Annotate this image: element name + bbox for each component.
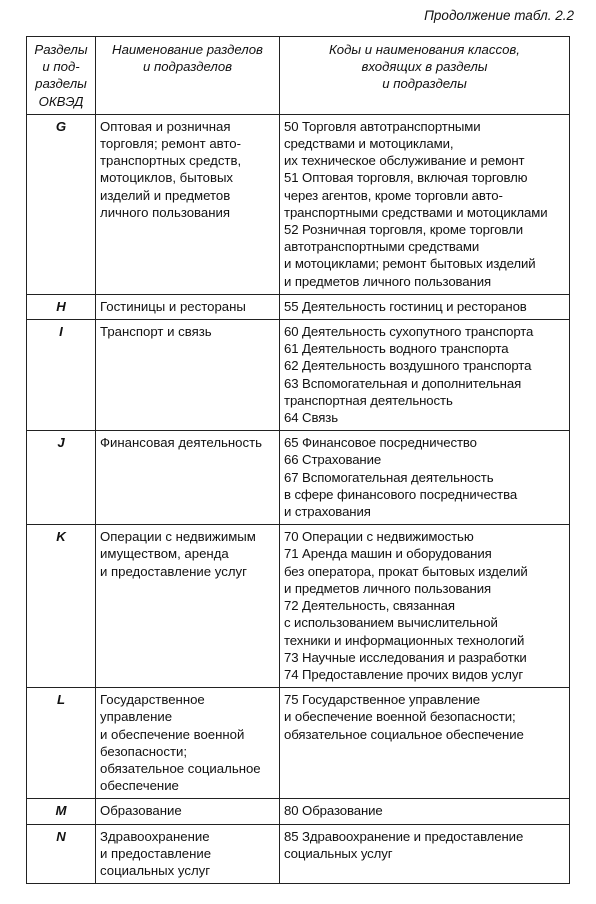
class-line: 61 Деятельность водного транспорта [284, 341, 509, 357]
section-name-line: и предоставление услуг [100, 563, 247, 579]
section-name [96, 525, 280, 688]
class-line: в сфере финансового посредничества [284, 486, 518, 502]
section-name-line: управление [100, 709, 173, 725]
class-line: 74 Предоставление прочих видов услуг [284, 666, 524, 682]
class-line: с использованием вычислительной [284, 615, 498, 631]
class-line: и обеспечение военной безопасности; [284, 709, 516, 725]
table-row [27, 799, 570, 824]
section-name-line: Образование [100, 803, 182, 819]
section-name-line: мотоциклов, бытовых [100, 170, 234, 186]
class-line: и страхования [284, 504, 371, 520]
header-line: входящих в разделы [361, 59, 488, 75]
section-name-line: Операции с недвижимым [100, 529, 256, 545]
section-name-line: Здравоохранение [100, 828, 210, 844]
section-code: L [27, 688, 96, 799]
class-line: и предметов личного пользования [284, 580, 492, 596]
section-name-line: изделий и предметов [100, 187, 231, 203]
class-line: 72 Деятельность, связанная [284, 598, 455, 614]
section-name-line: социальных услуг [100, 862, 211, 878]
class-line: транспортная деятельность [284, 392, 453, 408]
class-line: социальных услуг [284, 845, 393, 861]
section-name-line: обеспечение [100, 778, 179, 794]
table-row [27, 294, 570, 319]
table-row [27, 525, 570, 688]
class-list [280, 688, 570, 799]
section-code: I [27, 320, 96, 431]
section-name [96, 824, 280, 884]
section-name-line: транспортных средств, [100, 153, 242, 169]
class-line: 55 Деятельность гостиниц и ресторанов [284, 298, 527, 314]
header-line: и под- [42, 59, 80, 75]
table-row [27, 688, 570, 799]
class-line: 64 Связь [284, 410, 338, 426]
section-code: M [27, 799, 96, 824]
class-line: без оператора, прокат бытовых изделий [284, 563, 528, 579]
section-code: H [27, 294, 96, 319]
class-line: и мотоциклами; ремонт бытовых изделий [284, 256, 536, 272]
class-line: через агентов, кроме торговли авто- [284, 187, 503, 203]
section-name [96, 799, 280, 824]
section-name-line: обязательное социальное [100, 760, 261, 776]
section-name-line: Государственное [100, 692, 205, 708]
section-name-line: Финансовая деятельность [100, 435, 263, 451]
class-line: 85 Здравоохранение и предоставление [284, 828, 524, 844]
class-list [280, 824, 570, 884]
table-row [27, 320, 570, 431]
class-line: их техническое обслуживание и ремонт [284, 153, 525, 169]
section-name-line: Транспорт и связь [100, 324, 212, 340]
table-caption: Продолжение табл. 2.2 [424, 8, 574, 23]
table-body [27, 114, 570, 883]
section-name [96, 114, 280, 294]
header-line: Коды и наименования классов, [329, 42, 520, 57]
class-line: автотранспортными средствами [284, 239, 480, 255]
class-line: 73 Научные исследования и разработки [284, 649, 527, 665]
okved-table [26, 36, 570, 884]
class-line: 67 Вспомогательная деятельность [284, 469, 494, 485]
class-line: средствами и мотоциклами, [284, 136, 454, 152]
header-sections [27, 37, 96, 115]
table-row [27, 114, 570, 294]
section-name [96, 431, 280, 525]
class-line: транспортными средствами и мотоциклами [284, 204, 548, 220]
header-line: и подразделы [382, 76, 467, 92]
section-name-line: Гостиницы и рестораны [100, 298, 246, 314]
header-names [96, 37, 280, 115]
header-line: разделы [35, 76, 87, 92]
header-line: и подразделов [142, 59, 233, 75]
section-name-line: торговля; ремонт авто- [100, 136, 242, 152]
section-code: K [27, 525, 96, 688]
class-line: 70 Операции с недвижимостью [284, 529, 474, 545]
section-name-line: личного пользования [100, 204, 231, 220]
class-list [280, 799, 570, 824]
class-list [280, 320, 570, 431]
class-line: техники и информационных технологий [284, 632, 525, 648]
header-line: ОКВЭД [38, 93, 84, 109]
class-line: 51 Оптовая торговля, включая торговлю [284, 170, 528, 186]
section-code: G [27, 114, 96, 294]
class-line: 66 Страхование [284, 452, 382, 468]
section-name-line: Оптовая и розничная [100, 118, 231, 134]
class-line: и предметов личного пользования [284, 273, 492, 289]
section-code: N [27, 824, 96, 884]
class-line: 71 Аренда машин и оборудования [284, 546, 492, 562]
section-name [96, 688, 280, 799]
header-classes [280, 37, 570, 115]
class-list [280, 294, 570, 319]
section-name-line: безопасности; [100, 743, 188, 759]
class-line: 60 Деятельность сухопутного транспорта [284, 324, 534, 340]
section-name [96, 320, 280, 431]
header-line: Наименование разделов [112, 42, 263, 57]
class-list [280, 431, 570, 525]
class-list [280, 114, 570, 294]
class-line: 50 Торговля автотранспортными [284, 118, 481, 134]
section-name-line: и обеспечение военной [100, 726, 245, 742]
class-line: обязательное социальное обеспечение [284, 726, 524, 742]
section-name [96, 294, 280, 319]
section-name-line: и предоставление [100, 845, 212, 861]
class-line: 63 Вспомогательная и дополнительная [284, 375, 522, 391]
class-line: 62 Деятельность воздушного транспорта [284, 358, 532, 374]
header-line: Разделы [34, 42, 88, 57]
class-line: 75 Государственное управление [284, 692, 480, 708]
table-row [27, 824, 570, 884]
class-line: 52 Розничная торговля, кроме торговли [284, 222, 523, 238]
class-line: 65 Финансовое посредничество [284, 435, 477, 451]
table-row [27, 431, 570, 525]
section-name-line: имуществом, аренда [100, 546, 229, 562]
class-line: 80 Образование [284, 803, 383, 819]
class-list [280, 525, 570, 688]
table-header-row [27, 37, 570, 115]
section-code: J [27, 431, 96, 525]
